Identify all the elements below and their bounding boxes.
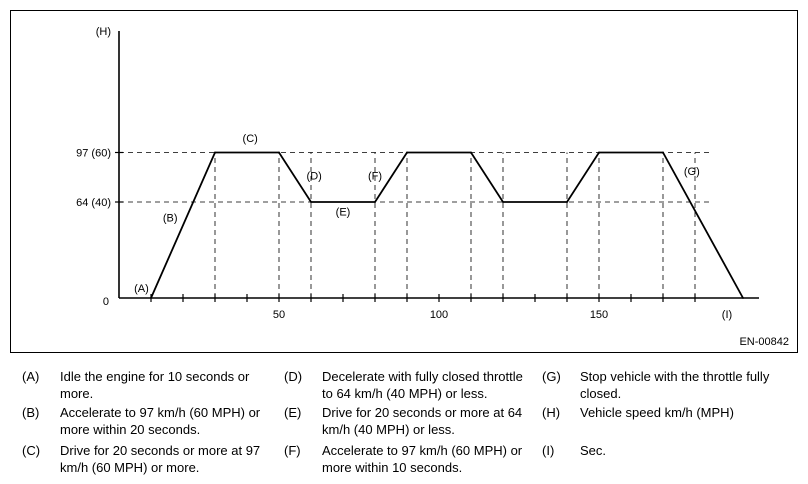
figure-code: EN-00842: [739, 336, 789, 348]
data-point: [310, 201, 312, 203]
legend-text: Accelerate to 97 km/h (60 MPH) or more within 10 seconds.: [322, 443, 523, 475]
x-tick-label: 50: [272, 309, 286, 321]
data-point: [598, 152, 600, 154]
legend-text: Drive for 20 seconds or more at 64 km/h (40 MPH) or less.: [322, 405, 523, 437]
data-point: [742, 297, 744, 299]
annotation-label: (E): [335, 206, 351, 219]
data-point: [150, 297, 152, 299]
annotation-label: (A): [134, 283, 149, 295]
chart-figure: [10, 10, 798, 353]
legend-key: (D): [284, 369, 303, 384]
y-tick-label: 0: [102, 296, 109, 308]
legend-key: (F): [284, 443, 301, 458]
annotation-label: (G): [683, 166, 700, 178]
legend: [0, 364, 808, 484]
annotation-label: (D): [306, 170, 322, 183]
x-tick-label: 150: [589, 309, 609, 321]
data-point: [470, 152, 472, 154]
data-point: [406, 152, 408, 154]
x-tick-label: 100: [429, 309, 449, 321]
legend-key: (H): [542, 405, 561, 420]
legend-key: (E): [284, 405, 302, 420]
data-point: [502, 201, 504, 203]
y-axis-label: (H): [95, 26, 111, 38]
legend-text: Stop vehicle with the throttle fully closed.: [580, 369, 770, 401]
x-axis-label: (I): [721, 309, 733, 321]
legend-text: Decelerate with fully closed throttle to 64 km/h (40 MPH) or less.: [322, 369, 523, 401]
annotation-label: (F): [367, 170, 383, 183]
y-tick-label: 64 (40): [76, 197, 111, 209]
speed-profile-line: [151, 153, 743, 299]
legend-key: (C): [22, 443, 41, 458]
legend-text: Vehicle speed km/h (MPH): [580, 405, 734, 420]
data-point: [278, 152, 280, 154]
data-point: [662, 152, 664, 154]
annotation-label: (C): [242, 133, 258, 145]
legend-text: Accelerate to 97 km/h (60 MPH) or more within 20 seconds.: [60, 405, 261, 437]
legend-key: (G): [542, 369, 561, 384]
legend-key: (B): [22, 405, 40, 420]
data-point: [566, 201, 568, 203]
legend-key: (A): [22, 369, 40, 384]
y-tick-label: 97 (60): [76, 147, 111, 160]
legend-text: Idle the engine for 10 seconds or more.: [60, 369, 250, 401]
speed-profile-chart: [11, 11, 797, 352]
data-point: [214, 152, 216, 154]
data-point: [374, 201, 376, 203]
annotation-label: (B): [162, 212, 178, 225]
legend-text: Drive for 20 seconds or more at 97 km/h (60 MPH) or more.: [60, 443, 261, 475]
legend-key: (I): [542, 443, 555, 458]
legend-text: Sec.: [580, 443, 607, 458]
